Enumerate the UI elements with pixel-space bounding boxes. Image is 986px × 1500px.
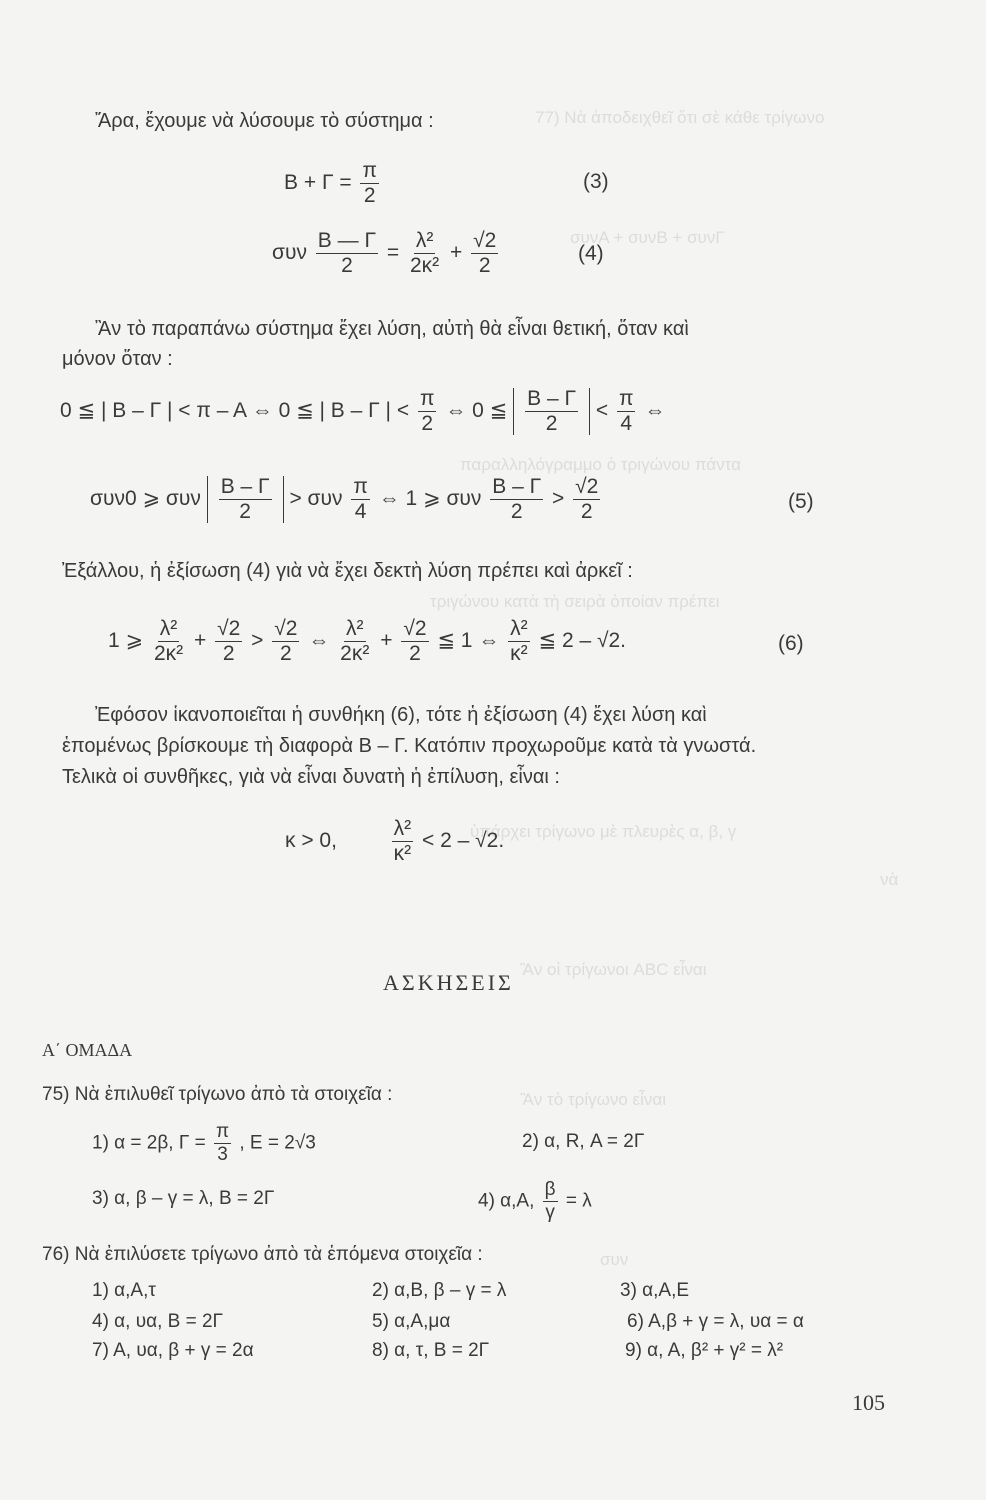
ineq2-part-2: > συν: [289, 487, 343, 511]
equation-6: [108, 618, 626, 665]
exercise-75-item-2: 2) α, R, Α = 2Γ: [522, 1131, 645, 1152]
ineq2-fraction-3: $\frac{√2}{2}$: [575, 475, 599, 524]
exercise-75-item-3: 3) α, β – γ = λ, Β = 2Γ: [92, 1188, 275, 1209]
exercise-76-item-3: 3) α,Α,Ε: [620, 1280, 690, 1301]
eq6-part-4: ⇔: [308, 629, 330, 653]
eq6-part-1: 1 ⩾: [108, 629, 144, 653]
exercise-76-item-6: 6) Α,β + γ = λ, υα = α: [627, 1311, 804, 1332]
eq6-part-7: ≦ 2 – √2.: [538, 629, 627, 653]
paragraph-2: Ἐξάλλου, ἡ ἐξίσωση (4) γιὰ νὰ ἔχει δεκτὴ λύση πρέπει καὶ ἀρκεῖ :: [62, 560, 633, 582]
eq4-lhs: συν: [272, 241, 307, 265]
page-number: 105: [852, 1390, 885, 1415]
eq4-fraction-3: $\frac{√2}{2}$: [473, 229, 497, 278]
final-fraction: $\frac{\text{λ²}}{\text{κ²}}$: [393, 817, 412, 866]
ineq2-part-4: >: [552, 487, 565, 511]
eq4-equals: =: [386, 241, 400, 265]
eq4-label: (4): [578, 242, 604, 265]
eq3-lhs: Β + Γ =: [284, 171, 352, 195]
paragraph-1-line-1: Ἂν τὸ παραπάνω σύστημα ἔχει λύση, αὐτὴ θὰ εἶναι θετική, ὅταν καὶ: [95, 318, 689, 340]
group-heading: Α΄ ΟΜΑΔΑ: [42, 1040, 133, 1060]
eq6-part-5: +: [380, 629, 393, 653]
ineq1-fraction-2: $\frac{\pi}{4}$: [618, 387, 634, 436]
exercises-heading: ΑΣΚΗΣΕΙΣ: [383, 970, 514, 995]
eq6-label: (6): [778, 632, 804, 655]
paragraph-1-line-2: μόνον ὅταν :: [62, 348, 173, 370]
ineq2-label: (5): [788, 490, 814, 513]
exercise-75-item-4: 4) α,Α, $\frac{\beta}{\gamma}$ = λ: [478, 1179, 592, 1223]
ineq2-part-1: συν0 ⩾ συν: [90, 487, 201, 511]
eq6-fraction-5: $\frac{√2}{2}$: [403, 617, 427, 666]
exercise-75-title: 75) Νὰ ἐπιλυθεῖ τρίγωνο ἀπὸ τὰ στοιχεῖα :: [42, 1084, 393, 1105]
exercise-76-item-9: 9) α, Α, β² + γ² = λ²: [625, 1340, 784, 1361]
ineq1-fraction-1: $\frac{\pi}{2}$: [419, 387, 435, 436]
ineq2-fraction-1: $\frac{\pi}{4}$: [353, 475, 368, 524]
exercise-76-item-8: 8) α, τ, Β = 2Γ: [372, 1340, 490, 1361]
eq6-fraction-6: $\frac{\text{λ²}}{\text{κ²}}$: [510, 617, 528, 666]
exercise-76-item-2: 2) α,Β, β – γ = λ: [372, 1280, 507, 1301]
ineq2-fraction-2: $\frac{B - \Gamma}{2}$: [492, 475, 542, 524]
eq4-plus: +: [450, 241, 463, 265]
eq6-part-6: ≦ 1 ⇔: [437, 629, 500, 653]
exercise-76-item-7: 7) Α, υα, β + γ = 2α: [92, 1340, 254, 1361]
page: 77) Νὰ ἀποδειχθεῖ ὅτι σὲ κάθε τρίγωνο συνΑ + συνΒ + συνΓ παραλληλόγραμμο ὁ τριγώνου πάντα τριγώνου κατὰ τὴ σειρὰ ὁποίαν πρέπει ὑπάρχει τρίγωνο μὲ πλευρὲς α, β, γ νὰ Ἂν οἱ τρίγωνοι ABC εἶναι Ἂν τὸ τρίγωνο εἶναι συν Ἄρα, ἔχουμε νὰ λύσουμε τὸ σύστημα : Β + Γ = $\frac{\pi}{2}$ (3) συν $\frac{B — \Gamma}{2}$ = $\frac{\text{λ²}}{\text{2κ²}}$ + $\frac{√2}{2}$ (4) Ἂν τὸ παραπάνω σύστημα ἔχει λύση, αὐτὴ θὰ εἶναι θετική, ὅταν καὶ μόνον ὅταν : 0 ≦ | Β – Γ | < π – Α ⇔ 0 ≦ | Β – Γ | < $\frac{\pi}{2}$ ⇔ 0 ≦ $\frac{B - \Gamma}{2}$ < $\frac{\pi}{4}$ ⇔ συν0 ⩾ συν $\frac{B - \Gamma}{2}$ > συν $\frac{\pi}{4}$ ⇔ 1 ⩾ συν $\frac{B - \Gamma}{2}$ > $\frac{√2}{2}$ (5) Ἐξάλλου, ἡ ἐξίσωση (4) γιὰ νὰ ἔχει δεκτὴ λύση πρέπει καὶ ἀρκεῖ : 1 ⩾ $\frac{\text{λ²}}{\text{2κ²}}$ + $\frac{√2}{2}$ > $\frac{√2}{2}$ ⇔ $\frac{\text{λ²}}{\text{2κ²}}$ + $\frac{√2}{2}$ ≦ 1 ⇔ $\frac{\text{λ²}}{\text{κ²}}$ ≦ 2 – √2. (6) Ἐφόσον ἱκανοποιεῖται ἡ συνθήκη (6), τότε ἡ ἐξίσωση (4) ἔχει λύση καὶ ἑπομένως βρίσκουμε τὴ διαφορὰ Β – Γ. Κατόπιν προχωροῦμε κατὰ τὰ γνωστά. Τελικὰ οἱ συνθῆκες, γιὰ νὰ εἶναι δυνατὴ ἡ ἐπίλυση, εἶναι : κ > 0, $\frac{\text{λ²}}{\text{κ²}}$ < 2 – √2. ΑΣΚΗΣΕΙΣ Α΄ ΟΜΑΔΑ 75) Νὰ ἐπιλυθεῖ τρίγωνο ἀπὸ τὰ στοιχεῖα : 1) α = 2β, Γ = $\frac{\pi}{3}$ , Ε = 2√3 2) α, R, Α = 2Γ 3) α, β – γ = λ, Β = 2Γ 4) α,Α, $\frac{\beta}{\gamma}$ = λ 76) Νὰ ἐπιλύσετε τρίγωνο ἀπὸ τὰ ἑπόμενα στοιχεῖα : 1) α,Α,τ 2) α,Β, β – γ = λ 3) α,Α,Ε 4) α, υα, Β = 2Γ 5) α,Α,μα 6) Α,β + γ = λ, υα = α 7) Α, υα, β + γ = 2α 8) α, τ, Β = 2Γ 9) α, Α, β² + γ² = λ² 105: [42, 108, 899, 1415]
equation-3: [284, 160, 382, 207]
final-part-1: κ > 0,: [285, 829, 337, 853]
intro-text: Ἄρα, ἔχουμε νὰ λύσουμε τὸ σύστημα :: [95, 110, 434, 132]
ineq1-part-2: ⇔ 0 ≦: [445, 399, 508, 423]
eq6-part-3: >: [251, 629, 264, 653]
paragraph-3-line-2: ἑπομένως βρίσκουμε τὴ διαφορὰ Β – Γ. Κατόπιν προχωροῦμε κατὰ τὰ γνωστά.: [62, 735, 757, 757]
eq4-fraction-1: $\frac{B — \Gamma}{2}$: [317, 229, 377, 278]
paragraph-3-line-3: Τελικὰ οἱ συνθῆκες, γιὰ νὰ εἶναι δυνατὴ ἡ ἐπίλυση, εἶναι :: [62, 766, 560, 788]
ineq2-absolute-value: $\frac{B - \Gamma}{2}$: [207, 476, 284, 523]
eq3-fraction: $\frac{\pi}{2}$: [362, 159, 377, 208]
ineq1-part-4: ⇔: [644, 399, 666, 423]
eq6-fraction-2: $\frac{√2}{2}$: [217, 617, 241, 666]
final-part-2: < 2 – √2.: [421, 829, 505, 853]
eq6-fraction-1: $\frac{\text{λ²}}{\text{2κ²}}$: [153, 617, 184, 666]
eq6-fraction-3: $\frac{√2}{2}$: [274, 617, 298, 666]
ineq2-part-3: ⇔ 1 ⩾ συν: [378, 487, 482, 511]
ineq1-part-1: 0 ≦ | Β – Γ | < π – Α ⇔ 0 ≦ | Β – Γ | <: [60, 399, 410, 423]
ineq1-part-3: <: [595, 399, 609, 423]
final-conditions: [285, 818, 504, 865]
exercise-75-item-1: 1) α = 2β, Γ = $\frac{\pi}{3}$ , Ε = 2√3: [92, 1121, 316, 1165]
paragraph-3-line-1: Ἐφόσον ἱκανοποιεῖται ἡ συνθήκη (6), τότε ἡ ἐξίσωση (4) ἔχει λύση καὶ: [95, 704, 707, 726]
eq6-fraction-4: $\frac{\text{λ²}}{\text{2κ²}}$: [340, 617, 370, 666]
eq6-part-2: +: [193, 629, 207, 653]
ineq1-absolute-value: $\frac{B - \Gamma}{2}$: [513, 388, 590, 435]
exercise-76-item-5: 5) α,Α,μα: [372, 1311, 451, 1332]
exercise-76-title: 76) Νὰ ἐπιλύσετε τρίγωνο ἀπὸ τὰ ἑπόμενα στοιχεῖα :: [42, 1244, 483, 1265]
eq4-fraction-2: $\frac{\text{λ²}}{\text{2κ²}}$: [410, 229, 440, 278]
inequality-1: [60, 388, 665, 435]
eq3-label: (3): [583, 170, 609, 193]
exercise-76-item-4: 4) α, υα, Β = 2Γ: [92, 1311, 224, 1332]
inequality-2: [90, 476, 603, 523]
equation-4: [272, 230, 501, 277]
exercise-76-item-1: 1) α,Α,τ: [92, 1280, 156, 1301]
